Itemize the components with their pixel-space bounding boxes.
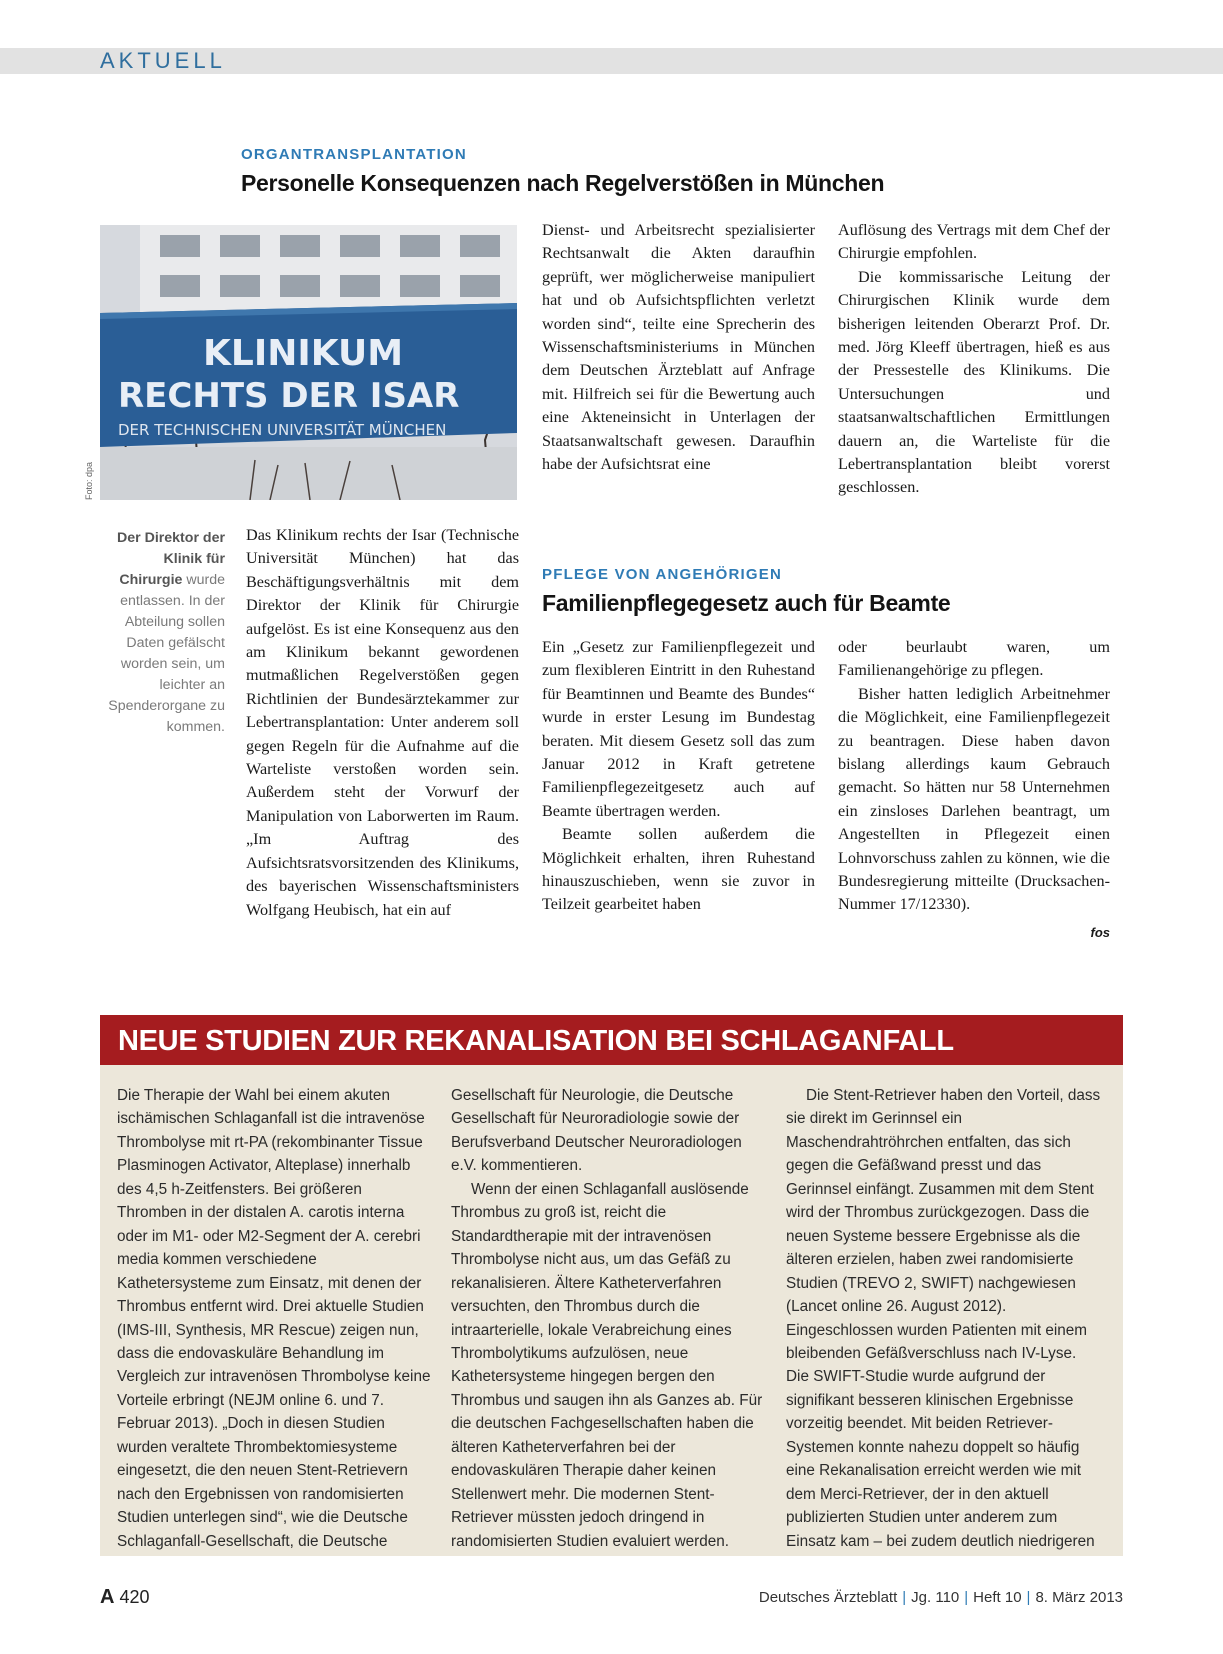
journal-name: Deutsches Ärzteblatt: [758, 1589, 898, 1606]
article1-col2-text: Dienst- und Arbeitsrecht spezialisierter Rechtsanwalt die Akten daraufhin geprüft, wer möglicherweise manipuliert hat und ob Aufsichtspflichten verletzt worden sind“, teilte eine Sprecherin des Wissenschaftsministeriums in München dem Deutschen Ärzteblatt auf Anfrage mit. Hilfreich sei für die Bewertung auch eine Akteneinsicht in Unterlagen der Staatsanwaltschaft gewesen. Daraufhin habe der Aufsichtsrat eine: [542, 221, 815, 474]
article2-title: Familienpflegegesetz auch für Beamte: [542, 590, 951, 616]
info-box-title: NEUE STUDIEN ZUR REKANALISATION BEI SCHLAGANFALL: [118, 1025, 954, 1057]
article2-col2-p1: oder beurlaubt waren, um Familienangehörige zu pflegen.: [838, 638, 1110, 680]
box-column-2: [451, 1084, 766, 1554]
article1-col1-text: Das Klinikum rechts der Isar (Technische Universität München) hat das Beschäftigungsverhältnis mit dem Direktor der Klinik für Chirurgie aufgelöst. Es ist eine Konsequenz aus den am Klinikum bekannt gewordenen mutmaßlichen Regelverstößen gegen Richtlinien der Bundesärztekammer zur Lebertransplantation: Unter anderem soll gegen Regeln für die Aufnahme auf die Warteliste verstoßen worden sein. Außerdem steht der Vorwurf der Manipulation von Laborwerten im Raum. „Im Auftrag des Aufsichtsratsvorsitzenden des Klinikums, des bayerischen Wissenschaftsministers Wolfgang Heubisch, hat ein auf: [246, 526, 519, 919]
article1-title: Personelle Konsequenzen nach Regelverstößen in München: [241, 170, 885, 196]
article2-column-1: [542, 636, 815, 946]
sign-line-1: KLINIKUM: [203, 333, 404, 374]
article2-column-2: [838, 636, 1110, 946]
journal-date: 8. März 2013: [1035, 1589, 1123, 1606]
box-col3-text: Die Stent-Retriever haben den Vorteil, dass sie direkt im Gerinnsel ein Maschendrahtröhrchen entfalten, das sich gegen die Gefäßwand presst und das Gerinnsel einfängt. Zusammen mit dem Stent wird der Thrombus zurückgezogen. Dass die neuen Systeme bessere Ergebnisse als die älteren erzielen, haben zwei randomisierte Studien (TREVO 2, SWIFT) nachgewiesen (Lancet online 26. August 2012). Eingeschlossen wurden Patienten mit einem bleibenden Gefäßverschluss nach IV-Lyse. Die SWIFT-Studie wurde aufgrund der signifikant besseren klinischen Ergebnisse vorzeitig beendet. Mit beiden Retriever-Systemen konnte nahezu doppelt so häufig eine Rekanalisation erreicht werden wie mit dem Merci-Retriever, der in den aktuell publizierten Studien unter anderem zum Einsatz kam – bei zudem deutlich niedrigeren: [786, 1087, 1101, 1550]
article2-col2-p2: Bisher hatten lediglich Arbeitnehmer die Möglichkeit, eine Familienpflegezeit zu beantragen. Diese haben davon bislang allerdings kaum Gebrauch gemacht. So hätten nur 58 Unternehmen ein zinsloses Darlehen beantragt, um Angestellten in Pflegezeit einen Lohnvorschuss zahlen zu können, wie die Bundesregierung mitteilte (Drucksachen-Nummer 17/12330).: [838, 684, 1110, 914]
article-photo: [100, 225, 517, 500]
caption-text: wurde entlassen. In der Abteilung sollen Daten gefälscht worden sein, um leichter an Spenderorgane zu kommen.: [108, 572, 225, 735]
box-column-3: [786, 1084, 1101, 1554]
sign-line-2: RECHTS DER ISAR: [118, 376, 460, 416]
article1-col3-p2: Die kommissarische Leitung der Chirurgischen Klinik wurde dem bisherigen leitenden Oberarzt Prof. Dr. med. Jörg Kleeff übertragen, hieß es aus der Pressestelle des Klinikums. Die Untersuchungen und staatsanwaltschaftlichen Ermittlungen dauern an, die Warteliste für die Lebertransplantation bleibt vorerst geschlossen.: [838, 267, 1110, 497]
journal-volume: Jg. 110: [911, 1589, 960, 1606]
article1-column-3: [838, 219, 1110, 504]
article2-kicker: PFLEGE VON ANGEHÖRIGEN: [542, 566, 783, 583]
box-column-1: [117, 1084, 432, 1554]
hospital-sign-image: [100, 225, 517, 500]
page-number-value: 420: [119, 1587, 150, 1607]
box-col1-text: Die Therapie der Wahl bei einem akuten ischämischen Schlaganfall ist die intravenöse Thrombolyse mit rt-PA (rekombinanter Tissue Plasminogen Activator, Alteplase) innerhalb des 4,5 h-Zeitfensters. Bei größeren Thromben in der distalen A. carotis interna oder im M1- oder M2-Segment der A. cerebri media kommen verschiedene Kathetersysteme zum Einsatz, mit denen der Thrombus entfernt wird. Drei aktuelle Studien (IMS-III, Synthesis, MR Rescue) zeigen nun, dass die endovaskuläre Behandlung im Vergleich zur intravenösen Thrombolyse keine Vorteile erbringt (NEJM online 6. und 7. Februar 2013). „Doch in diesen Studien wurden veraltete Thrombektomiesysteme eingesetzt, die den neuen Stent-Retrievern nach den Ergebnissen von randomisierten Studien unterlegen sind“, wie die Deutsche Schlaganfall-Gesellschaft, die Deutsche: [117, 1087, 431, 1550]
article1-column-2: [542, 219, 815, 499]
page-number: [100, 1586, 150, 1608]
article1-column-1: [246, 524, 519, 944]
section-label: AKTUELL: [100, 48, 226, 73]
article1-col3-p1: Auflösung des Vertrags mit dem Chef der Chirurgie empfohlen.: [838, 221, 1110, 263]
article2-col1-p2: Beamte sollen außerdem die Möglichkeit erhalten, ihren Ruhestand hinauszuschieben, wenn sie zuvor in Teilzeit gearbeitet haben: [542, 825, 815, 914]
photo-caption: [100, 528, 225, 738]
article2-signature: fos: [1090, 924, 1110, 940]
journal-info: Deutsches Ärzteblatt | Jg. 110 | Heft 10 | 8. März 2013: [758, 1589, 1123, 1606]
article1-kicker: ORGANTRANSPLANTATION: [241, 146, 467, 163]
caption-bold: Der Direktor der Klinik für Chirurgie: [116, 530, 225, 588]
sign-line-3: DER TECHNISCHEN UNIVERSITÄT MÜNCHEN: [118, 421, 447, 439]
box-col2-p1: Gesellschaft für Neurologie, die Deutsche Gesellschaft für Neuroradiologie sowie der Berufsverband Deutscher Neuroradiologen e.V. kommentieren.: [451, 1087, 742, 1175]
photo-credit: Foto: dpa: [84, 461, 94, 500]
journal-issue: Heft 10: [973, 1589, 1022, 1606]
box-col2-p2: Wenn der einen Schlaganfall auslösende Thrombus zu groß ist, reicht die Standardtherapie mit der intravenösen Thrombolyse nicht aus, um das Gefäß zu rekanalisieren. Ältere Katheterverfahren versuchten, den Thrombus durch die intraarterielle, lokale Verabreichung eines Thrombolytikums aufzulösen, neue Kathetersysteme hingegen bergen den Thrombus und saugen ihn als Ganzes ab. Für die deutschen Fachgesellschaften haben die älteren Katheterverfahren bei der endovaskulären Therapie daher keinen Stellenwert mehr. Die modernen Stent-Retriever müssten jedoch dringend in randomisierten Studien evaluiert werden.: [451, 1180, 763, 1550]
page-prefix: A: [100, 1586, 115, 1608]
article2-col1-p1: Ein „Gesetz zur Familienpflegezeit und zum flexibleren Eintritt in den Ruhestand für Beamtinnen und Beamte des Bundes“ wurde in erster Lesung im Bundestag beraten. Mit diesem Gesetz soll das zum Januar 2012 in Kraft getretene Familienpflegezeitgesetz auch auf Beamte übertragen werden.: [542, 638, 815, 820]
